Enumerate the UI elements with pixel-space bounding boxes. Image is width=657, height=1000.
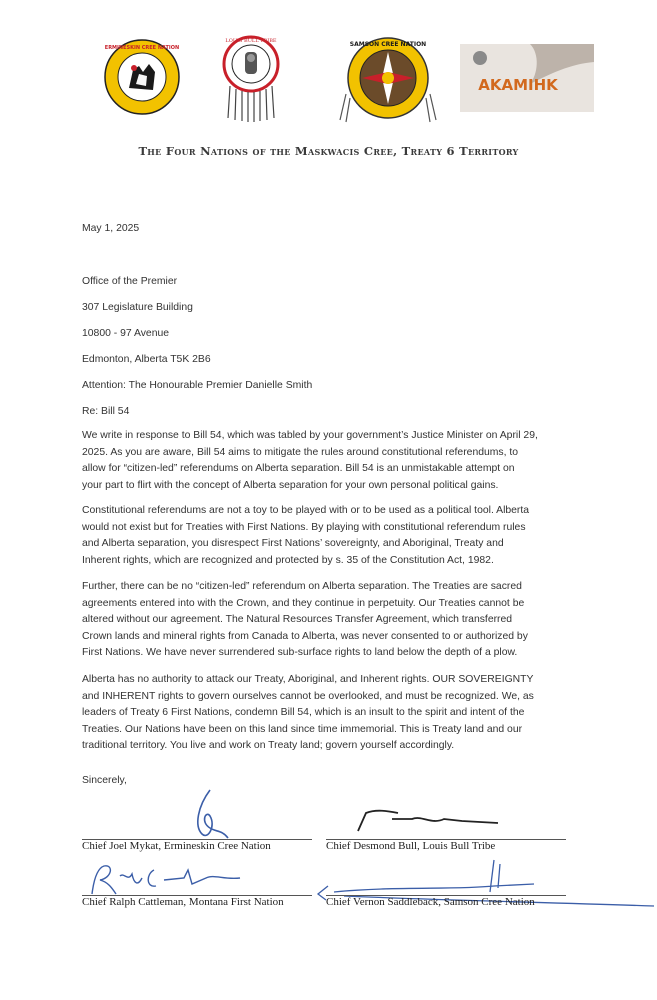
address-street: 10800 - 97 Avenue bbox=[82, 328, 170, 339]
paragraph-line: Inherent rights, which are recognized and protected by s. 35 of the Constitution Act, 1982. bbox=[82, 554, 494, 566]
paragraph-line: would not exist but for Treaties with First Nations. By playing with constitutional referendum rules bbox=[82, 521, 526, 533]
paragraph-line: Further, there can be no “citizen-led” referendum on Alberta separation. The Treaties are sacred bbox=[82, 581, 522, 592]
address-office: Office of the Premier bbox=[82, 276, 178, 287]
paragraph-line: Treaties. Our Nations have been on this land since time immemorial. This is Treaty land and our bbox=[82, 723, 523, 735]
logo3-text: SAMSON CREE NATION bbox=[349, 41, 427, 48]
paragraph-line: and INHERENT rights to govern ourselves cannot be overlooked, and must be recognized. We, as bbox=[82, 690, 534, 702]
body-paragraph-1 bbox=[82, 428, 582, 494]
signatory-3: Chief Ralph Cattleman, Montana First Nation bbox=[82, 896, 284, 908]
paragraph-line: altered without our agreement. The Natural Resources Transfer Agreement, which transferred bbox=[82, 614, 513, 625]
ermineskin-cree-nation-logo bbox=[103, 38, 181, 116]
address-city: Edmonton, Alberta T5K 2B6 bbox=[82, 354, 211, 365]
subject-line: Re: Bill 54 bbox=[82, 406, 130, 417]
signature-mykat bbox=[180, 786, 240, 846]
samson-cree-nation-logo bbox=[336, 34, 440, 124]
paragraph-line: your part to flirt with the concept of Alberta separation for your own personal political gains. bbox=[82, 479, 499, 491]
signatory-2: Chief Desmond Bull, Louis Bull Tribe bbox=[326, 840, 496, 852]
logo2-text: LOUIS BULL TRIBE bbox=[225, 38, 277, 44]
akamihk-logo bbox=[460, 44, 594, 112]
address-attention: Attention: The Honourable Premier Danielle Smith bbox=[82, 380, 313, 391]
logo1-text: ERMINESKIN CREE NATION bbox=[104, 45, 180, 51]
letterhead-title: The Four Nations of the Maskwacis Cree, Treaty 6 Territory bbox=[138, 144, 519, 158]
signature-bull bbox=[352, 805, 502, 839]
body-paragraph-4 bbox=[82, 672, 582, 755]
letterhead-logos bbox=[0, 34, 657, 124]
paragraph-line: leaders of Treaty 6 First Nations, condemn Bill 54, which is an insult to the spirit and intent of the bbox=[82, 707, 525, 718]
paragraph-line: 2025. As you are aware, Bill 54 aims to mitigate the rules around constitutional referendums, to bbox=[82, 446, 519, 458]
paragraph-line: Constitutional referendums are not a toy to be played with or to be used as a political tool. Alberta bbox=[82, 505, 530, 516]
address-building: 307 Legislature Building bbox=[82, 302, 193, 313]
logo4-text: AKAMIHK bbox=[478, 76, 558, 94]
paragraph-line: traditional territory. You live and work on Treaty land; govern yourself accordingly. bbox=[82, 740, 455, 751]
body-paragraph-3 bbox=[82, 579, 582, 662]
paragraph-line: agreements entered into with the Crown, and they continue in perpetuity. Our Treaties cannot be bbox=[82, 597, 525, 609]
closing: Sincerely, bbox=[82, 775, 127, 786]
paragraph-line: Crown lands and mineral rights from Canada to Alberta, was never consented to or authorized by bbox=[82, 630, 528, 642]
paragraph-line: and Alberta separation, you disrespect First Nations’ sovereignty, and Aboriginal, Treaty and bbox=[82, 538, 504, 549]
paragraph-line: We write in response to Bill 54, which was tabled by your government’s Justice Minister on April 29, bbox=[82, 430, 538, 441]
paragraph-line: First Nations. We have never surrendered sub-surface rights to land below the depth of a plow. bbox=[82, 647, 518, 658]
paragraph-line: allow for “citizen-led” referendums on Alberta separation. Bill 54 is an unmistakable attempt on bbox=[82, 463, 515, 474]
letter-date: May 1, 2025 bbox=[82, 223, 140, 234]
paragraph-line: Alberta has no authority to attack our Treaty, Aboriginal, and Inherent rights. OUR SOVEREIGNTY bbox=[82, 674, 534, 685]
signatory-4: Chief Vernon Saddleback, Samson Cree Nation bbox=[326, 896, 535, 908]
signatory-1: Chief Joel Mykat, Ermineskin Cree Nation bbox=[82, 840, 271, 852]
body-paragraph-2 bbox=[82, 503, 582, 569]
signature-cattleman bbox=[84, 860, 244, 900]
louis-bull-tribe-logo bbox=[218, 34, 284, 122]
